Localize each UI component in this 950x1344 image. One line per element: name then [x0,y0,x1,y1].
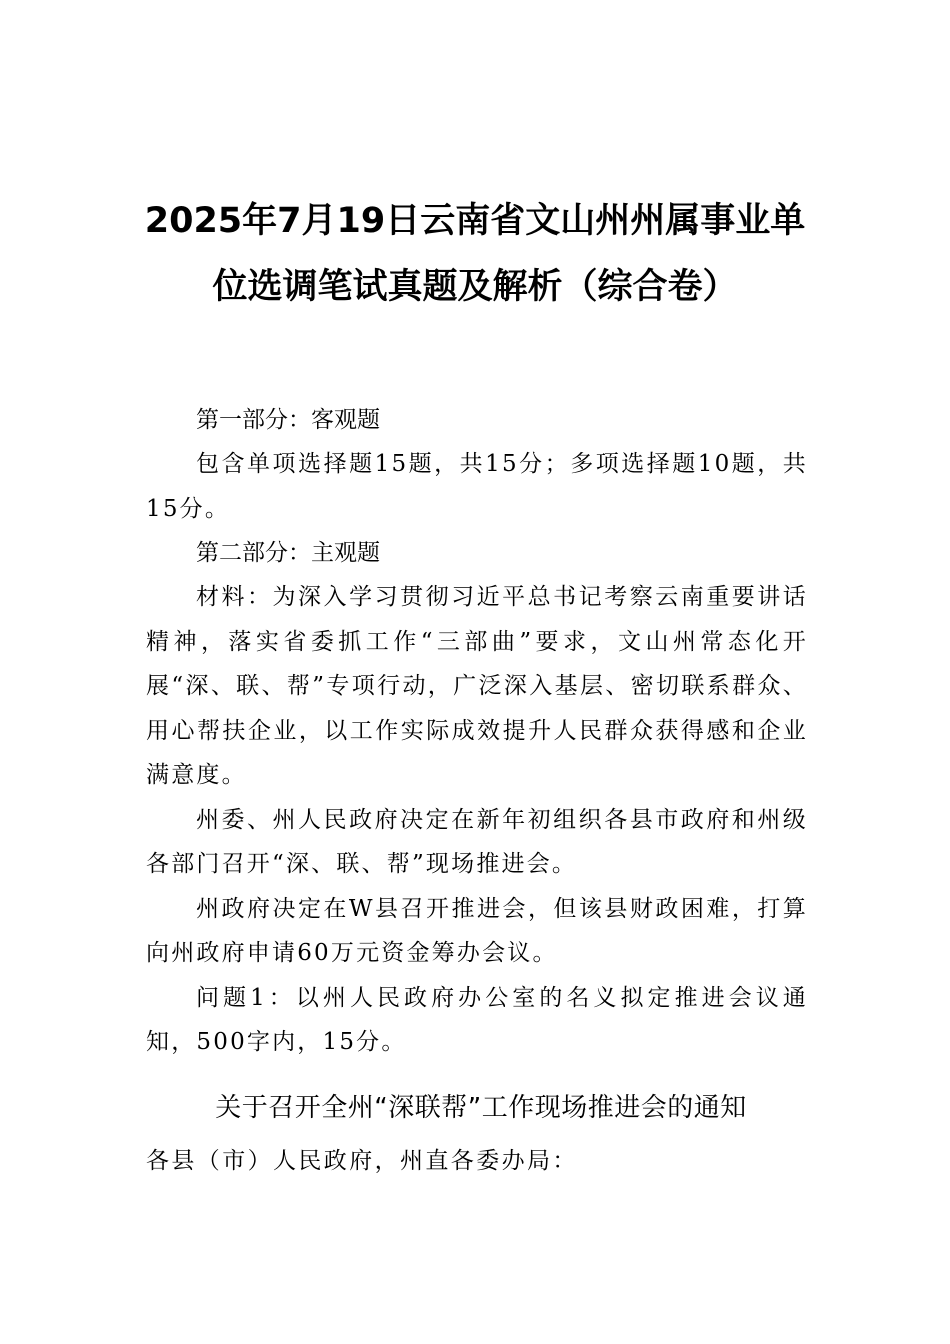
material-paragraph-1: 材料：为深入学习贯彻习近平总书记考察云南重要讲话精神，落实省委抓工作“三部曲”要求，文山州常态化开展“深、联、帮”专项行动，广泛深入基层、密切联系群众、用心帮扶企业，以工作实际成效提升人民群众获得感和企业满意度。 [146,584,808,788]
title-line-1: 2025年7月19日云南省文山州州属事业单 [144,201,806,241]
part1-text: 包含单项选择题15题，共15分；多项选择题10题，共15分。 [146,451,808,522]
title-line-2: 位选调笔试真题及解析（综合卷） [212,267,738,307]
document-body [146,398,808,1179]
question-1: 问题1：以州人民政府办公室的名义拟定推进会议通知，500字内，15分。 [146,984,808,1055]
material-paragraph-3: 州政府决定在W县召开推进会，但该县财政困难，打算向州政府申请60万元资金筹办会议。 [146,895,808,966]
notice-title: 关于召开全州“深联帮”工作现场推进会的通知 [215,1092,747,1123]
document-title [120,188,830,320]
material-paragraph-2: 州委、州人民政府决定在新年初组织各县市政府和州级各部门召开“深、联、帮”现场推进会。 [146,806,808,877]
part2-heading: 第二部分：主观题 [196,540,380,566]
part1-heading: 第一部分：客观题 [196,407,380,433]
notice-addressee: 各县（市）人民政府，州直各委办局： [146,1147,578,1174]
